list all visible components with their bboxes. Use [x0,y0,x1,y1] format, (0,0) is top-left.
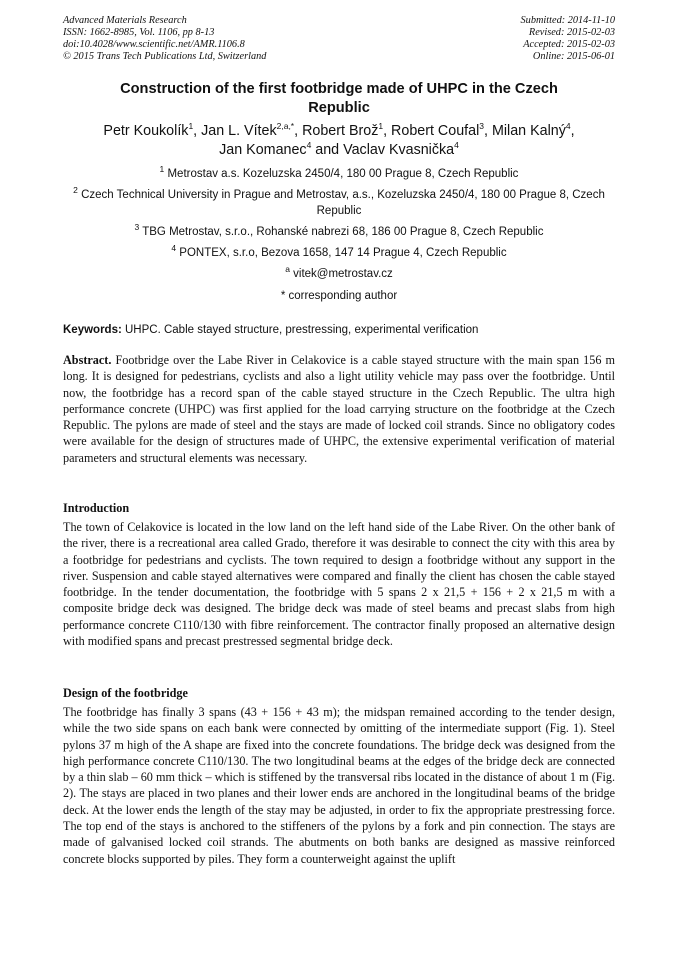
keywords-label: Keywords: [63,324,122,336]
author-affil-mark: 3 [479,121,484,132]
title-line-1: Construction of the first footbridge made of UHPC in the Czech [120,81,558,97]
journal-name: Advanced Materials Research [63,15,187,26]
author-affil-mark: 1 [188,121,194,132]
journal-doi: doi:10.4028/www.scientific.net/AMR.1106.8 [63,39,245,50]
date-submitted: Submitted: 2014-11-10 [520,15,615,26]
author-affil-mark: 4 [454,140,459,151]
author-line-1: Petr Koukolík$^1$, Jan L. Vítek$^{2,a,*}$, Robert Brož$^1$, Robert Coufal$^3$, Milan Kalný$^4$, [103,121,575,139]
author-line-2: Jan Komanec$^4$ and Vaclav Kvasnička$^4$ [219,140,459,158]
corresponding-email: $^a$ vitek@metrostav.cz [285,264,393,280]
journal-info [63,15,266,63]
corresponding-note: * corresponding author [280,290,398,302]
author-name: Robert Brož [302,123,379,139]
keywords-text: UHPC. Cable stayed structure, prestressing, experimental verification [121,324,479,336]
affiliation-1: $^1$ Metrostav a.s. Kozeluzska 2450/4, 180 00 Prague 8, Czech Republic [159,164,519,180]
introduction-paragraph: The town of Celakovice is located in the low land on the left hand side of the Labe River. On the other bank of the river, there is a recreational area called Grado, therefore it was desirable to connect the city with this area by a footbridge for pedestrians and cyclists. The town required to design a footbridge without any support in the river. Suspension and cable stayed alternatives were compared and finally the client has chosen the cable stayed footbridge. In the tender documentation, the footbridge with 5 spans 2 x 21,5 + 156 + 2 x 21,5 m with a composite bridge deck was designed. The bridge deck was made of steel beams and precast slabs from high performance concrete C110/130 with fibre reinforcement. The contractor finally proposed an alternative design with modified spans and precast prestressed segmental bridge deck. [63,520,615,649]
author-name: Petr Koukolík [103,123,189,139]
author-name: Jan L. Vítek [201,123,277,139]
keywords [63,323,623,338]
author-affil-mark: 1 [378,121,384,132]
title-line-2: Republic [308,100,370,116]
affiliation-2: $^2$ Czech Technical University in Prague and Metrostav, a.s., Kozeluzska 2450/4, 180 00 Prague 8, Czech Republic [73,185,605,217]
author-affil-mark: 4 [565,121,571,132]
author-name: Milan Kalný [491,123,566,139]
abstract-label: Abstract. [63,353,112,367]
paper-title [63,80,615,118]
author-affil-mark: 4 [306,140,312,151]
date-revised: Revised: 2015-02-03 [528,27,615,38]
affiliation-3: $^3$ TBG Metrostav, s.r.o., Rohanské nabrezi 68, 186 00 Prague 8, Czech Republic [134,222,544,238]
journal-copyright: © 2015 Trans Tech Publications Ltd, Switzerland [63,51,267,62]
author-name: Robert Coufal [391,123,480,139]
section-heading-design: Design of the footbridge [63,686,188,700]
affiliation-4: $^4$ PONTEX, s.r.o, Bezova 1658, 147 14 Prague 4, Czech Republic [171,243,507,259]
author-list [63,122,615,160]
abstract [63,352,615,466]
author-name: Vaclav Kvasnička [343,142,455,158]
abstract-text: Footbridge over the Labe River in Celakovice is a cable stayed structure with the main span 156 m long. It is designed for pedestrians, cyclists and also a light utility vehicle may pass over the footbridge. Until now, the footbridge has a record span of the cable stayed structure in the Czech Republic. The ultra high performance concrete (UHPC) was first applied for the load carrying structure on the footbridge at the Czech Republic. The pylons are made of steel and the stays are made of locked coil strands. Since no obligatory codes were available for the design of structures made of UHPC, the extensive experimental verification of material parameters and structural elements was necessary. [63,353,615,465]
design-paragraph: The footbridge has finally 3 spans (43 + 156 + 43 m); the midspan remained according to the tender design, while the two side spans on each bank were connected by omitting of the intermediate support (Fig. 1). Steel pylons 37 m high of the A shape are fixed into the concrete foundations. The bridge deck was designed from the high performance concrete C110/130. The two longitudinal beams at the edges of the bridge deck are connected by a thin slab – 60 mm thick – which is stiffened by the transversal ribs located in the distance of about 1 m (Fig. 2). The stays are placed in two planes and their lower ends are anchored in the longitudinal beams of the bridge deck. At the lower ends the length of the stay may be adjusted, in order to fix the appropriate prestressing force. The top end of the stays is anchored to the stiffeners of the pylons by a fork and pin connection. The stays are made of galvanised locked coil strands. The abutments on both banks are designed as massive reinforced concrete blocks supported by piles. They form a counterweight against the uplift [63,705,615,866]
date-accepted: Accepted: 2015-02-03 [523,39,615,50]
date-online: Online: 2015-06-01 [532,51,615,62]
author-name: Jan Komanec [219,142,307,158]
journal-issn: ISSN: 1662-8985, Vol. 1106, pp 8-13 [63,27,215,38]
section-heading-introduction: Introduction [63,501,130,515]
author-affil-mark: 2,a,* [276,121,295,132]
publication-dates [521,15,615,63]
